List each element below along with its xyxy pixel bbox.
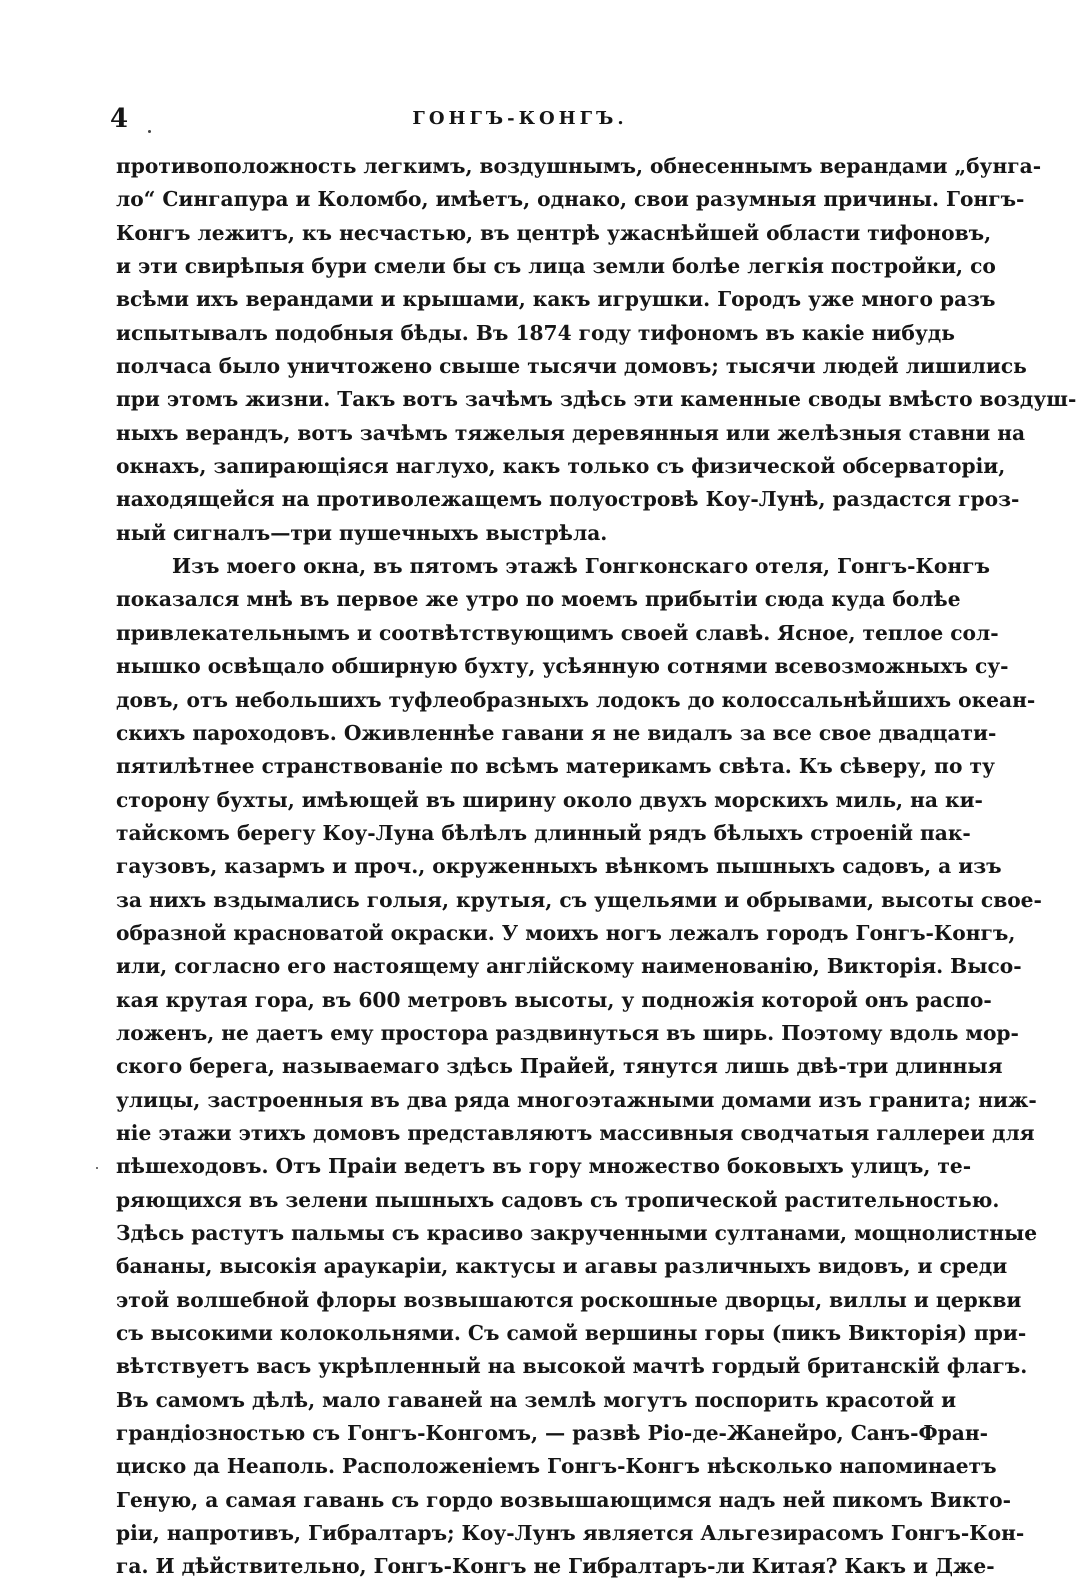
text-line: образной красноватой окраски. У моихъ ногъ лежалъ городъ Гонгъ-Конгъ, <box>116 920 1016 945</box>
text-line: этой волшебной флоры возвышаются роскошные дворцы, виллы и церкви <box>116 1287 1022 1312</box>
text-line: Здѣсь растутъ пальмы съ красиво закрученными султанами, мощнолистные <box>116 1221 1038 1245</box>
text-line: Конгъ лежитъ, къ несчастью, въ центрѣ ужаснѣйшей области тифоновъ, <box>116 220 992 245</box>
text-line: Въ самомъ дѣлѣ, мало гаваней на землѣ могутъ поспорить красотой и <box>116 1387 957 1412</box>
text-line: находящейся на противолежащемъ полуостровѣ Коу-Лунѣ, раздастся гроз- <box>116 487 1020 512</box>
text-line: привлекательнымъ и соотвѣтствующимъ своей славѣ. Ясное, теплое сол- <box>116 620 999 645</box>
text-line: довъ, отъ небольшихъ туфлеобразныхъ лодокъ до колоссальнѣйшихъ океан- <box>116 687 1036 712</box>
text-line: ріи, напротивъ, Гибралтаръ; Коу-Лунъ является Альгезирасомъ Гонгъ-Кон- <box>116 1521 1025 1546</box>
print-speck <box>96 1167 98 1169</box>
text-line: и эти свирѣпыя бури смели бы съ лица земли болѣе легкія постройки, со <box>116 254 996 279</box>
text-line: циско да Неаполь. Расположеніемъ Гонгъ-Конгъ нѣсколько напоминаетъ <box>116 1454 997 1479</box>
text-line: полчаса было уничтожено свыше тысячи домовъ; тысячи людей лишились <box>116 354 1027 379</box>
print-speck <box>148 130 151 133</box>
text-line: показался мнѣ въ первое же утро по моемъ прибытіи сюда куда болѣе <box>116 587 961 612</box>
text-line: за нихъ вздымались голыя, крутыя, съ ущельями и обрывами, высоты свое- <box>116 887 1042 912</box>
body-text <box>116 150 1076 1584</box>
text-line: га. И дѣйствительно, Гонгъ-Конгъ не Гибралтаръ-ли Китая? Какъ и Дже- <box>116 1554 995 1579</box>
text-line: нышко освѣщало обширную бухту, усѣянную сотнями всевозможныхъ су- <box>116 654 1009 679</box>
page-number: 4 <box>110 104 129 134</box>
text-line: ложенъ, не даетъ ему простора раздвинуться въ ширь. Поэтому вдоль мор- <box>116 1020 1019 1045</box>
text-line: улицы, застроенныя въ два ряда многоэтажными домами изъ гранита; ниж- <box>116 1087 1037 1112</box>
text-line: тайскомъ берегу Коу-Луна бѣлѣлъ длинный рядъ бѣлыхъ строеній пак- <box>116 820 971 845</box>
text-line: ніе этажи этихъ домовъ представляютъ массивныя сводчатыя галлереи для <box>116 1120 1035 1145</box>
text-line: ный сигналъ—три пушечныхъ выстрѣла. <box>116 520 608 545</box>
text-line: испытывалъ подобныя бѣды. Въ 1874 году тифономъ въ какіе нибудь <box>116 320 955 345</box>
text-line: съ высокими колокольнями. Съ самой вершины горы (пикъ Викторія) при- <box>116 1321 1027 1346</box>
text-line: Изъ моего окна, въ пятомъ этажѣ Гонгконскаго отеля, Гонгъ-Конгъ <box>172 554 990 579</box>
text-line: сторону бухты, имѣющей въ ширину около двухъ морскихъ миль, на ки- <box>116 787 983 812</box>
paragraph <box>116 150 1076 550</box>
text-line: всѣми ихъ верандами и крышами, какъ игрушки. Городъ уже много разъ <box>116 287 996 312</box>
running-title: ГОНГЪ-КОНГЪ. <box>412 108 628 129</box>
text-line: бананы, высокія араукаріи, кактусы и агавы различныхъ видовъ, и среди <box>116 1254 1008 1279</box>
text-line: пятилѣтнее странствованіе по всѣмъ материкамъ свѣта. Къ сѣверу, по ту <box>116 754 995 779</box>
text-line: ныхъ верандъ, вотъ зачѣмъ тяжелыя деревянныя или желѣзныя ставни на <box>116 420 1026 445</box>
running-header <box>110 104 930 134</box>
text-line: окнахъ, запирающіяся наглухо, какъ только съ физической обсерваторіи, <box>116 454 1006 479</box>
text-line: противоположность легкимъ, воздушнымъ, обнесеннымъ верандами „бунга- <box>116 154 1042 178</box>
text-line: вѣтствуетъ васъ укрѣпленный на высокой мачтѣ гордый британскій флагъ. <box>116 1354 1028 1379</box>
text-line: гаузовъ, казармъ и проч., окруженныхъ вѣнкомъ пышныхъ садовъ, а изъ <box>116 854 1002 879</box>
text-line: или, согласно его настоящему англійскому наименованію, Викторія. Высо- <box>116 954 1022 979</box>
text-line: грандіозностью съ Гонгъ-Конгомъ, — развѣ Ріо-де-Жанейро, Санъ-Фран- <box>116 1421 989 1446</box>
text-line: скихъ пароходовъ. Оживленнѣе гавани я не видалъ за все свое двадцати- <box>116 720 997 745</box>
paragraph <box>116 550 1042 1584</box>
text-line: ского берега, называемаго здѣсь Прайей, тянутся лишь двѣ-три длинныя <box>116 1054 1003 1079</box>
text-line: кая крутая гора, въ 600 метровъ высоты, у подножія которой онъ распо- <box>116 987 992 1012</box>
text-line: Геную, а самая гавань съ гордо возвышающимся надъ ней пикомъ Викто- <box>116 1487 1012 1512</box>
text-line: ряющихся въ зелени пышныхъ садовъ съ тропической растительностью. <box>116 1187 1000 1212</box>
text-line: при этомъ жизни. Такъ вотъ зачѣмъ здѣсь эти каменные своды вмѣсто воздуш- <box>116 387 1076 412</box>
text-line: пѣшеходовъ. Отъ Праіи ведетъ въ гору множество боковыхъ улицъ, те- <box>116 1154 972 1179</box>
text-line: ло“ Сингапура и Коломбо, имѣетъ, однако, свои разумныя причины. Гонгъ- <box>116 187 1025 212</box>
